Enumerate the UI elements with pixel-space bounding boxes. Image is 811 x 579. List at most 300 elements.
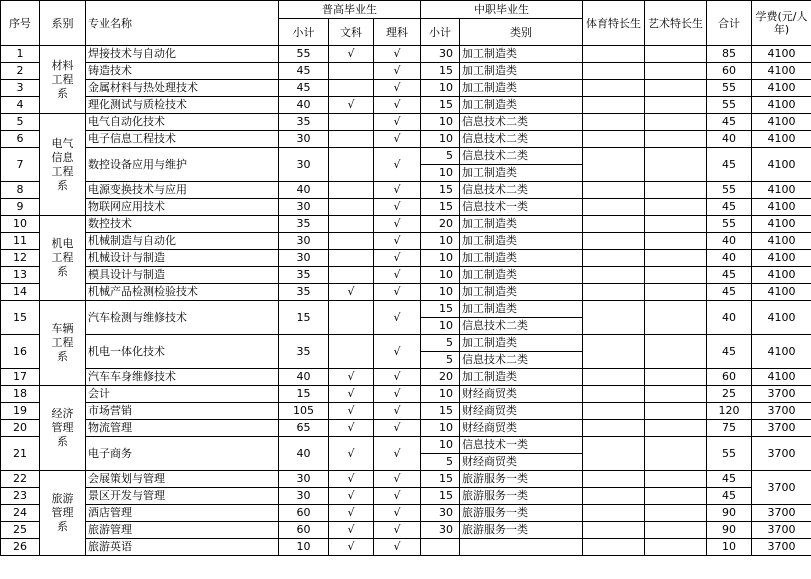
seq-cell: 5 (1, 114, 40, 131)
table-row (1, 369, 811, 386)
vocational-category-cell: 加工制造类 (460, 369, 583, 386)
science-cell: √ (374, 522, 421, 539)
art-cell (645, 403, 707, 420)
science-cell: √ (374, 369, 421, 386)
arts-cell: √ (329, 403, 374, 420)
table-row (1, 46, 811, 63)
table-row (1, 97, 811, 114)
seq-cell: 11 (1, 233, 40, 250)
sports-cell (583, 199, 645, 216)
vocational-subtotal-cell (421, 539, 460, 556)
science-cell: √ (374, 284, 421, 301)
major-cell: 机电一体化技术 (86, 335, 279, 369)
vocational-subtotal-cell: 15 (421, 471, 460, 488)
total-cell: 40 (707, 250, 752, 267)
vocational-subtotal-cell: 10 (421, 80, 460, 97)
total-cell: 45 (707, 148, 752, 182)
total-cell: 120 (707, 403, 752, 420)
fee-cell: 4100 (752, 97, 811, 114)
science-cell: √ (374, 46, 421, 63)
major-cell: 酒店管理 (86, 505, 279, 522)
sports-cell (583, 284, 645, 301)
vocational-category-cell: 财经商贸类 (460, 420, 583, 437)
science-cell: √ (374, 437, 421, 471)
seq-cell: 2 (1, 63, 40, 80)
art-cell (645, 148, 707, 182)
major-cell: 电子商务 (86, 437, 279, 471)
major-cell: 机械产品检测检验技术 (86, 284, 279, 301)
vocational-category-cell: 旅游服务一类 (460, 471, 583, 488)
sports-cell (583, 216, 645, 233)
vocational-subtotal-cell: 15 (421, 488, 460, 505)
art-cell (645, 301, 707, 335)
header-general-subtotal: 小计 (279, 19, 329, 46)
major-cell: 市场营销 (86, 403, 279, 420)
major-cell: 数控设备应用与维护 (86, 148, 279, 182)
vocational-category-cell: 加工制造类 (460, 335, 583, 352)
arts-cell: √ (329, 46, 374, 63)
major-cell: 电子信息工程技术 (86, 131, 279, 148)
total-cell: 75 (707, 420, 752, 437)
table-row (1, 522, 811, 539)
science-cell: √ (374, 403, 421, 420)
arts-cell: √ (329, 522, 374, 539)
fee-cell: 4100 (752, 131, 811, 148)
general-subtotal-cell: 35 (279, 335, 329, 369)
art-cell (645, 63, 707, 80)
sports-cell (583, 386, 645, 403)
table-row (1, 63, 811, 80)
art-cell (645, 369, 707, 386)
fee-cell: 3700 (752, 420, 811, 437)
table-row (1, 488, 811, 505)
major-cell: 焊接技术与自动化 (86, 46, 279, 63)
general-subtotal-cell: 30 (279, 488, 329, 505)
vocational-category-cell: 加工制造类 (460, 80, 583, 97)
major-cell: 汽车车身维修技术 (86, 369, 279, 386)
vocational-category-cell: 信息技术二类 (460, 131, 583, 148)
seq-cell: 22 (1, 471, 40, 488)
seq-cell: 19 (1, 403, 40, 420)
seq-cell: 14 (1, 284, 40, 301)
vocational-category-cell: 加工制造类 (460, 284, 583, 301)
major-cell: 电气自动化技术 (86, 114, 279, 131)
vocational-subtotal-cell: 10 (421, 250, 460, 267)
major-cell: 铸造技术 (86, 63, 279, 80)
header-total: 合计 (707, 1, 752, 46)
science-cell: √ (374, 539, 421, 556)
vocational-subtotal-cell: 15 (421, 97, 460, 114)
vocational-subtotal-cell: 10 (421, 284, 460, 301)
science-cell: √ (374, 233, 421, 250)
vocational-category-cell: 信息技术二类 (460, 318, 583, 335)
vocational-subtotal-cell: 15 (421, 63, 460, 80)
sports-cell (583, 403, 645, 420)
major-cell: 金属材料与热处理技术 (86, 80, 279, 97)
science-cell: √ (374, 335, 421, 369)
general-subtotal-cell: 30 (279, 250, 329, 267)
fee-cell: 4100 (752, 114, 811, 131)
vocational-subtotal-cell: 5 (421, 352, 460, 369)
arts-cell: √ (329, 437, 374, 471)
general-subtotal-cell: 45 (279, 80, 329, 97)
vocational-subtotal-cell: 10 (421, 233, 460, 250)
art-cell (645, 199, 707, 216)
arts-cell: √ (329, 386, 374, 403)
header-vocational: 中职毕业生 (421, 1, 583, 19)
fee-cell: 4100 (752, 335, 811, 369)
table-row (1, 471, 811, 488)
major-cell: 旅游管理 (86, 522, 279, 539)
general-subtotal-cell: 40 (279, 369, 329, 386)
fee-cell: 4100 (752, 284, 811, 301)
vocational-category-cell: 信息技术二类 (460, 114, 583, 131)
sports-cell (583, 46, 645, 63)
total-cell: 45 (707, 267, 752, 284)
table-row (1, 114, 811, 131)
header-sports: 体育特长生 (583, 1, 645, 46)
fee-cell: 4100 (752, 216, 811, 233)
table-body (1, 46, 811, 556)
arts-cell (329, 216, 374, 233)
total-cell: 85 (707, 46, 752, 63)
seq-cell: 17 (1, 369, 40, 386)
fee-cell: 4100 (752, 80, 811, 97)
vocational-category-cell: 旅游服务一类 (460, 505, 583, 522)
science-cell: √ (374, 216, 421, 233)
sports-cell (583, 233, 645, 250)
table-row (1, 148, 811, 165)
art-cell (645, 233, 707, 250)
vocational-category-cell: 加工制造类 (460, 97, 583, 114)
arts-cell: √ (329, 488, 374, 505)
sports-cell (583, 335, 645, 369)
fee-cell: 4100 (752, 301, 811, 335)
seq-cell: 16 (1, 335, 40, 369)
header-dept: 系别 (40, 1, 86, 46)
arts-cell: √ (329, 369, 374, 386)
vocational-subtotal-cell: 20 (421, 216, 460, 233)
science-cell: √ (374, 471, 421, 488)
department-cell: 材料工程系 (40, 46, 86, 114)
general-subtotal-cell: 40 (279, 182, 329, 199)
general-subtotal-cell: 35 (279, 284, 329, 301)
major-cell: 数控技术 (86, 216, 279, 233)
fee-cell: 3700 (752, 437, 811, 471)
art-cell (645, 471, 707, 488)
total-cell: 10 (707, 539, 752, 556)
science-cell: √ (374, 131, 421, 148)
table-row (1, 233, 811, 250)
sports-cell (583, 267, 645, 284)
science-cell: √ (374, 182, 421, 199)
total-cell: 45 (707, 199, 752, 216)
vocational-subtotal-cell: 15 (421, 403, 460, 420)
total-cell: 40 (707, 301, 752, 335)
major-cell: 汽车检测与维修技术 (86, 301, 279, 335)
sports-cell (583, 539, 645, 556)
general-subtotal-cell: 30 (279, 199, 329, 216)
art-cell (645, 522, 707, 539)
table-row (1, 539, 811, 556)
fee-cell: 4100 (752, 250, 811, 267)
sports-cell (583, 80, 645, 97)
general-subtotal-cell: 60 (279, 505, 329, 522)
sports-cell (583, 148, 645, 182)
vocational-subtotal-cell: 10 (421, 437, 460, 454)
total-cell: 55 (707, 97, 752, 114)
seq-cell: 20 (1, 420, 40, 437)
arts-cell (329, 199, 374, 216)
arts-cell: √ (329, 420, 374, 437)
major-cell: 旅游英语 (86, 539, 279, 556)
major-cell: 机械制造与自动化 (86, 233, 279, 250)
art-cell (645, 335, 707, 369)
vocational-subtotal-cell: 30 (421, 522, 460, 539)
total-cell: 90 (707, 522, 752, 539)
science-cell: √ (374, 63, 421, 80)
sports-cell (583, 505, 645, 522)
department-cell: 经济管理系 (40, 386, 86, 471)
major-cell: 会展策划与管理 (86, 471, 279, 488)
fee-cell: 4100 (752, 63, 811, 80)
total-cell: 55 (707, 182, 752, 199)
vocational-category-cell: 信息技术二类 (460, 148, 583, 165)
header-art: 艺术特长生 (645, 1, 707, 46)
header-major: 专业名称 (86, 1, 279, 46)
general-subtotal-cell: 15 (279, 386, 329, 403)
total-cell: 60 (707, 369, 752, 386)
sports-cell (583, 301, 645, 335)
seq-cell: 25 (1, 522, 40, 539)
arts-cell (329, 267, 374, 284)
science-cell: √ (374, 420, 421, 437)
arts-cell: √ (329, 505, 374, 522)
art-cell (645, 284, 707, 301)
vocational-category-cell: 旅游服务一类 (460, 488, 583, 505)
fee-cell: 3700 (752, 471, 811, 505)
major-cell: 会计 (86, 386, 279, 403)
department-cell: 机电工程系 (40, 216, 86, 301)
seq-cell: 7 (1, 148, 40, 182)
fee-cell: 4100 (752, 148, 811, 182)
general-subtotal-cell: 40 (279, 97, 329, 114)
arts-cell: √ (329, 539, 374, 556)
fee-cell: 4100 (752, 233, 811, 250)
arts-cell (329, 80, 374, 97)
science-cell: √ (374, 80, 421, 97)
vocational-subtotal-cell: 10 (421, 318, 460, 335)
vocational-subtotal-cell: 10 (421, 165, 460, 182)
art-cell (645, 114, 707, 131)
total-cell: 45 (707, 284, 752, 301)
table-row (1, 216, 811, 233)
vocational-subtotal-cell: 10 (421, 114, 460, 131)
seq-cell: 8 (1, 182, 40, 199)
arts-cell (329, 301, 374, 335)
seq-cell: 18 (1, 386, 40, 403)
science-cell: √ (374, 114, 421, 131)
arts-cell: √ (329, 284, 374, 301)
vocational-subtotal-cell: 20 (421, 369, 460, 386)
table-row (1, 80, 811, 97)
art-cell (645, 182, 707, 199)
general-subtotal-cell: 30 (279, 233, 329, 250)
art-cell (645, 505, 707, 522)
vocational-category-cell: 旅游服务一类 (460, 522, 583, 539)
table-row (1, 335, 811, 352)
arts-cell (329, 182, 374, 199)
major-cell: 模具设计与制造 (86, 267, 279, 284)
vocational-subtotal-cell: 5 (421, 454, 460, 471)
science-cell: √ (374, 97, 421, 114)
table-row (1, 267, 811, 284)
science-cell: √ (374, 267, 421, 284)
total-cell: 60 (707, 63, 752, 80)
general-subtotal-cell: 30 (279, 471, 329, 488)
general-subtotal-cell: 60 (279, 522, 329, 539)
major-cell: 景区开发与管理 (86, 488, 279, 505)
arts-cell (329, 63, 374, 80)
vocational-category-cell: 加工制造类 (460, 250, 583, 267)
vocational-category-cell: 加工制造类 (460, 267, 583, 284)
art-cell (645, 488, 707, 505)
header-general: 普高毕业生 (279, 1, 421, 19)
arts-cell (329, 233, 374, 250)
general-subtotal-cell: 30 (279, 131, 329, 148)
art-cell (645, 386, 707, 403)
seq-cell: 21 (1, 437, 40, 471)
vocational-subtotal-cell: 30 (421, 46, 460, 63)
table-row (1, 437, 811, 454)
fee-cell: 3700 (752, 403, 811, 420)
sports-cell (583, 250, 645, 267)
table-row (1, 403, 811, 420)
vocational-category-cell: 加工制造类 (460, 301, 583, 318)
total-cell: 55 (707, 437, 752, 471)
seq-cell: 12 (1, 250, 40, 267)
total-cell: 40 (707, 131, 752, 148)
sports-cell (583, 182, 645, 199)
sports-cell (583, 420, 645, 437)
total-cell: 55 (707, 216, 752, 233)
arts-cell: √ (329, 471, 374, 488)
seq-cell: 24 (1, 505, 40, 522)
seq-cell: 9 (1, 199, 40, 216)
art-cell (645, 250, 707, 267)
fee-cell: 4100 (752, 267, 811, 284)
vocational-subtotal-cell: 30 (421, 505, 460, 522)
arts-cell (329, 148, 374, 182)
major-cell: 物流管理 (86, 420, 279, 437)
sports-cell (583, 369, 645, 386)
vocational-category-cell: 信息技术一类 (460, 437, 583, 454)
header-seq: 序号 (1, 1, 40, 46)
sports-cell (583, 471, 645, 488)
arts-cell (329, 335, 374, 369)
science-cell: √ (374, 199, 421, 216)
science-cell: √ (374, 301, 421, 335)
science-cell: √ (374, 148, 421, 182)
science-cell: √ (374, 250, 421, 267)
table-row (1, 250, 811, 267)
seq-cell: 4 (1, 97, 40, 114)
general-subtotal-cell: 35 (279, 267, 329, 284)
fee-cell: 4100 (752, 182, 811, 199)
table-row (1, 420, 811, 437)
total-cell: 45 (707, 471, 752, 488)
general-subtotal-cell: 40 (279, 437, 329, 471)
major-cell: 物联网应用技术 (86, 199, 279, 216)
general-subtotal-cell: 105 (279, 403, 329, 420)
art-cell (645, 437, 707, 471)
vocational-subtotal-cell: 10 (421, 420, 460, 437)
major-cell: 机械设计与制造 (86, 250, 279, 267)
art-cell (645, 46, 707, 63)
seq-cell: 10 (1, 216, 40, 233)
vocational-subtotal-cell: 10 (421, 267, 460, 284)
seq-cell: 23 (1, 488, 40, 505)
table-row (1, 505, 811, 522)
table-row (1, 301, 811, 318)
sports-cell (583, 97, 645, 114)
vocational-category-cell: 信息技术一类 (460, 199, 583, 216)
vocational-category-cell: 财经商贸类 (460, 454, 583, 471)
general-subtotal-cell: 30 (279, 148, 329, 182)
sports-cell (583, 522, 645, 539)
art-cell (645, 539, 707, 556)
seq-cell: 1 (1, 46, 40, 63)
header-vocational-subtotal: 小计 (421, 19, 460, 46)
major-cell: 电源变换技术与应用 (86, 182, 279, 199)
fee-cell: 3700 (752, 505, 811, 522)
vocational-subtotal-cell: 10 (421, 386, 460, 403)
table-row (1, 386, 811, 403)
header-vocational-category: 类别 (460, 19, 583, 46)
total-cell: 25 (707, 386, 752, 403)
science-cell: √ (374, 386, 421, 403)
header-general-science: 理科 (374, 19, 421, 46)
general-subtotal-cell: 65 (279, 420, 329, 437)
general-subtotal-cell: 35 (279, 216, 329, 233)
art-cell (645, 80, 707, 97)
arts-cell (329, 250, 374, 267)
general-subtotal-cell: 15 (279, 301, 329, 335)
total-cell: 45 (707, 488, 752, 505)
total-cell: 40 (707, 233, 752, 250)
fee-cell: 4100 (752, 369, 811, 386)
vocational-category-cell (460, 539, 583, 556)
art-cell (645, 420, 707, 437)
vocational-subtotal-cell: 5 (421, 335, 460, 352)
fee-cell: 4100 (752, 199, 811, 216)
art-cell (645, 131, 707, 148)
vocational-category-cell: 加工制造类 (460, 46, 583, 63)
header-fee: 学费(元/人年) (752, 1, 811, 46)
arts-cell: √ (329, 97, 374, 114)
total-cell: 45 (707, 335, 752, 369)
art-cell (645, 216, 707, 233)
vocational-category-cell: 信息技术二类 (460, 352, 583, 369)
vocational-subtotal-cell: 5 (421, 148, 460, 165)
vocational-category-cell: 加工制造类 (460, 63, 583, 80)
vocational-subtotal-cell: 15 (421, 199, 460, 216)
table-row (1, 199, 811, 216)
vocational-category-cell: 财经商贸类 (460, 386, 583, 403)
vocational-subtotal-cell: 15 (421, 182, 460, 199)
table-row (1, 182, 811, 199)
seq-cell: 3 (1, 80, 40, 97)
